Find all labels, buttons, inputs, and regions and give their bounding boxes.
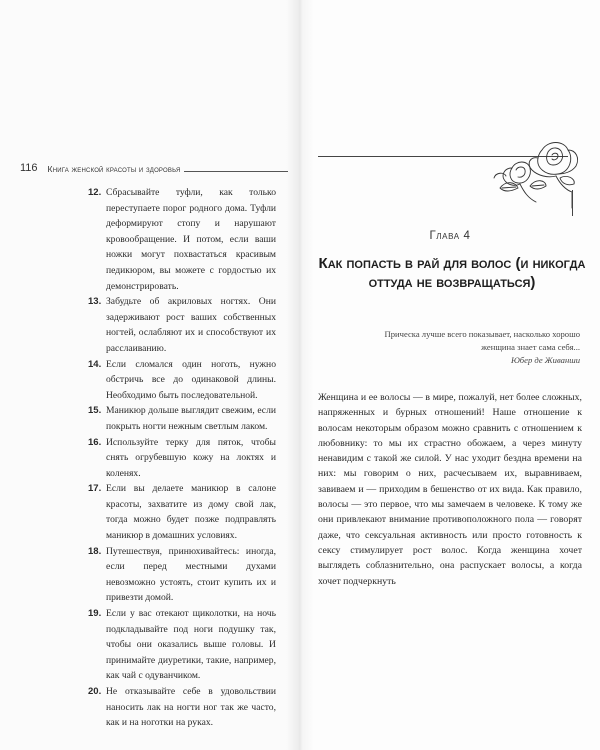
tip-text: Забудьте об акриловых ногтях. Они задерживают рост ваших собственных ногтей, ослабляют их и способствуют их расслаиванию.: [106, 296, 276, 354]
ornament-stem: [572, 190, 573, 216]
tip-text: Если у вас отекают щиколотки, на ночь подкладывайте под ноги подушку так, чтобы они оказались выше головы. И принимайте диуретики, такие, например, как чай с одуванчиком.: [106, 608, 276, 682]
tip-item: [88, 544, 276, 606]
tip-item: [88, 294, 276, 356]
tip-number: 17.: [88, 483, 102, 495]
tip-number: 19.: [88, 608, 102, 620]
right-page: [300, 0, 600, 750]
running-head: [20, 158, 288, 174]
book-gutter: [286, 0, 314, 750]
tip-text: Сбрасывайте туфли, как только переступаете порог родного дома. Туфли деформируют стопу и нарушают кровообращение. И потом, если ваши ножки могут похвастаться красивым педикюром, вы можете с гордостью их демонстрировать.: [106, 187, 276, 292]
chapter-title: Как попасть в рай для волос (и никогда оттуда не возвращаться): [318, 255, 586, 291]
tips-list: [88, 185, 276, 731]
tip-item: [88, 357, 276, 404]
tip-number: 14.: [88, 358, 102, 370]
tip-item: [88, 606, 276, 684]
tip-number: 18.: [88, 545, 102, 557]
tip-number: 15.: [88, 405, 102, 417]
tip-text: Маникюр дольше выглядит свежим, если покрыть ногти нежным светлым лаком.: [106, 405, 276, 432]
tip-text: Используйте терку для пяток, чтобы снять огрубевшую кожу на локтях и коленях.: [106, 436, 276, 479]
chapter-label: Глава 4: [429, 230, 471, 242]
tip-number: 16.: [88, 436, 102, 448]
running-head-rule: [184, 171, 288, 172]
chapter-body-text: Женщина и ее волосы — в мире, пожалуй, нет более сложных, напряженных и бурных отношений! Наше отношение к волосам некоторым образом можно сравнить с отношением к любовнику: то мы их страстно обожаем, а через минуту ненавидим с такой же силой. У нас уходит бездна времени на них: мы говорим о них, расчесываем их, выравниваем, завиваем и — приходим в бешенство от их вида. Как правило, волосы — это первое, что мы замечаем в человеке. К тому же они привлекают внимание противоположного пола — говорят даже, что сексуальная активность или просто готовность к сексу стимулирует рост волос. Когда женщина хочет выглядеть соблазнительно, она распускает волосы, а когда хочет подчеркнуть: [318, 392, 582, 587]
tip-number: 20.: [88, 686, 102, 697]
tip-item: [88, 185, 276, 294]
rose-ornament-icon: [490, 128, 584, 210]
tip-text: Если вы делаете маникюр в салоне красоты, захватите из дому свой лак, тогда можно будет позже подправлять маникюр в домашних условиях.: [106, 483, 276, 542]
tip-item: [88, 481, 276, 543]
running-title: Книга женской красоты и здоровья: [47, 164, 181, 174]
tip-number: 12.: [88, 187, 102, 198]
tip-item: [88, 684, 276, 731]
tip-number: 13.: [88, 296, 102, 308]
page-number: 116: [20, 162, 38, 174]
epigraph: [360, 328, 580, 366]
tip-item: [88, 403, 276, 434]
tip-text: Путешествуя, принюхивайтесь: иногда, если перед местными духами невозможно устоять, стоит купить их и привезти домой.: [106, 545, 276, 604]
tip-text: Если сломался один ноготь, нужно обстричь все до одинаковой длины. Необходимо быть последовательной.: [106, 358, 276, 401]
epigraph-author: Юбер де Живанши: [510, 354, 580, 365]
tip-item: [88, 435, 276, 482]
epigraph-text: Прическа лучше всего показывает, насколько хорошо женщина знает сама себя...: [384, 329, 580, 352]
tip-text: Не отказывайте себе в удовольствии наносить лак на ногти ног так же часто, как и на ноготки на руках.: [106, 686, 276, 729]
